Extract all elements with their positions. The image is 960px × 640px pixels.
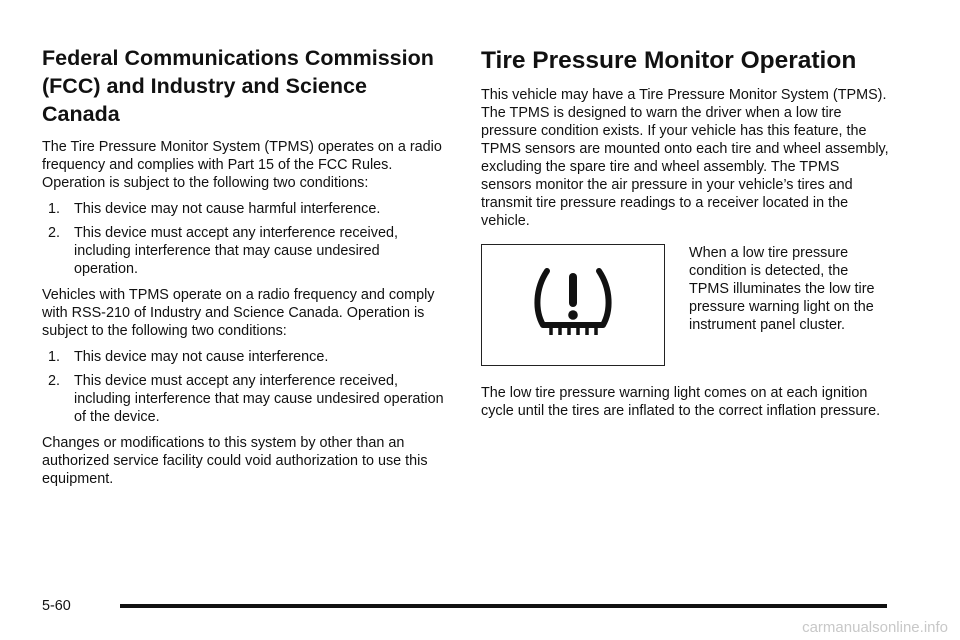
fcc-paragraph-3: Changes or modifications to this system by other than an authorized service facility could void authorization to use this equipment.: [42, 435, 428, 487]
right-column: [481, 44, 893, 428]
page-number: 5-60: [42, 598, 71, 614]
fcc-conditions-list: [42, 200, 446, 278]
rss-conditions-list: [42, 348, 446, 426]
figure-caption-text: When a low tire pressure condition is detected, the TPMS illuminates the low tire pressure warning light on the instrument panel cluster.: [689, 245, 875, 333]
fcc-paragraph-2: Vehicles with TPMS operate on a radio frequency and comply with RSS-210 of Industry and Science Canada. Operation is subject to the following two conditions:: [42, 287, 435, 339]
list-item: 1. This device may not cause interference.: [48, 349, 329, 365]
watermark: carmanualsonline.info: [802, 619, 948, 636]
list-item: 2. This device must accept any interference received, including interference that may cause undesired operation.: [48, 225, 398, 277]
footer-rule: [120, 604, 887, 608]
figure-caption: [689, 244, 889, 342]
list-item: 1. This device may not cause harmful interference.: [48, 201, 381, 217]
left-column: [42, 44, 446, 496]
tpm-heading: Tire Pressure Monitor Operation: [481, 47, 857, 74]
list-item: 2. This device must accept any interference received, including interference that may cause undesired operation of the device.: [48, 373, 444, 425]
figure-frame: [481, 244, 665, 366]
fcc-heading: Federal Communications Commission (FCC) and Industry and Science Canada: [42, 46, 434, 126]
fcc-paragraph-1: The Tire Pressure Monitor System (TPMS) operates on a radio frequency and complies with Part 15 of the FCC Rules. Operation is subject to the following two conditions:: [42, 139, 442, 191]
warning-light-figure: [481, 244, 893, 366]
low-tire-pressure-warning-icon: [531, 263, 615, 347]
tpm-paragraph-1: This vehicle may have a Tire Pressure Monitor System (TPMS). The TPMS is designed to warn the driver when a low tire pressure condition exists. If your vehicle has this feature, the TPMS sensors are mounted onto each tire and wheel assembly, excluding the spare tire and wheel assembly. The TPMS sensors monitor the air pressure in your vehicle’s tires and transmit tire pressure readings to a receiver located in the vehicle.: [481, 87, 889, 229]
page-footer: [42, 596, 887, 616]
tpm-paragraph-2: The low tire pressure warning light comes on at each ignition cycle until the tires are inflated to the correct inflation pressure.: [481, 385, 881, 419]
